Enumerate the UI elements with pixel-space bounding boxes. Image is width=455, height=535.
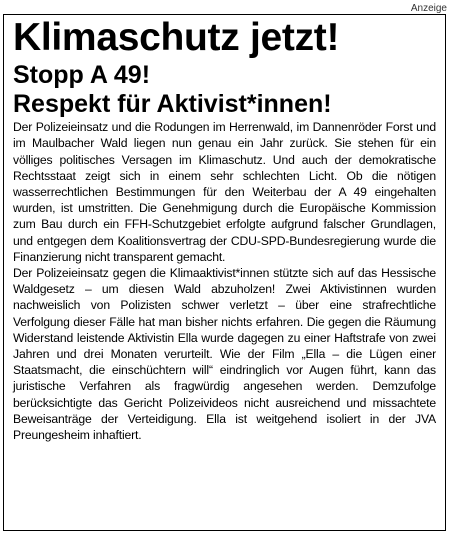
headline-secondary: Stopp A 49! (13, 61, 151, 90)
body-text (13, 119, 436, 443)
paragraph-2: Der Polizeieinsatz gegen die Klimaaktivist*innen stützte sich auf das Hessische Waldgesetz – um diesen Wald abzuholzen! Zwei Aktivistinnen wurden nachweislich von Polizisten schwer verletzt – über eine strafrechtliche Verfolgung dieser Fälle hat man bisher nichts erfahren. Die gegen die Räumung Widerstand leistende Aktivistin Ella wurde dagegen zu einer Haftstrafe von zwei Jahren und drei Monaten verurteilt. Wie der Film „Ella – die Lügen einer Staatsmacht, die einschüchtern will“ eindringlich vor Augen führt, kann das juristische Verfahren als fragwürdig angesehen werden. Demzufolge berücksichtigte das Gericht Polizeivideos nicht ausreichend und missachtete Beweisanträge der Verteidigung. Ella ist weitgehend isoliert in der JVA Preungesheim inhaftiert. (13, 265, 436, 442)
paragraph-1: Der Polizeieinsatz und die Rodungen im Herrenwald, im Dannenröder Forst und im Maulbacher Wald liegen nun genau ein Jahr zurück. Sie stehen für ein völliges politisches Versagen im Klimaschutz. Und auch der demokratische Rechtsstaat zeigt sich in einem sehr schlechten Licht. Ob die nötigen wasserrechtlichen Bestimmungen für den Weiterbau der A 49 eingehalten wurden, ist umstritten. Die Genehmigung durch die Europäische Kommission zum Bau durch ein FFH-Schutzgebiet erfolgte aufgrund falscher Grundlagen, und entgegen dem Koalitionsvertrag der CDU-SPD-Bundesregierung wurde die Finanzierung nicht transparent gemacht. (13, 120, 436, 264)
advertisement-box (3, 14, 446, 531)
headline-main: Klimaschutz jetzt! (13, 16, 340, 59)
ad-label: Anzeige (410, 3, 447, 14)
headline-tertiary: Respekt für Aktivist*innen! (13, 90, 332, 119)
